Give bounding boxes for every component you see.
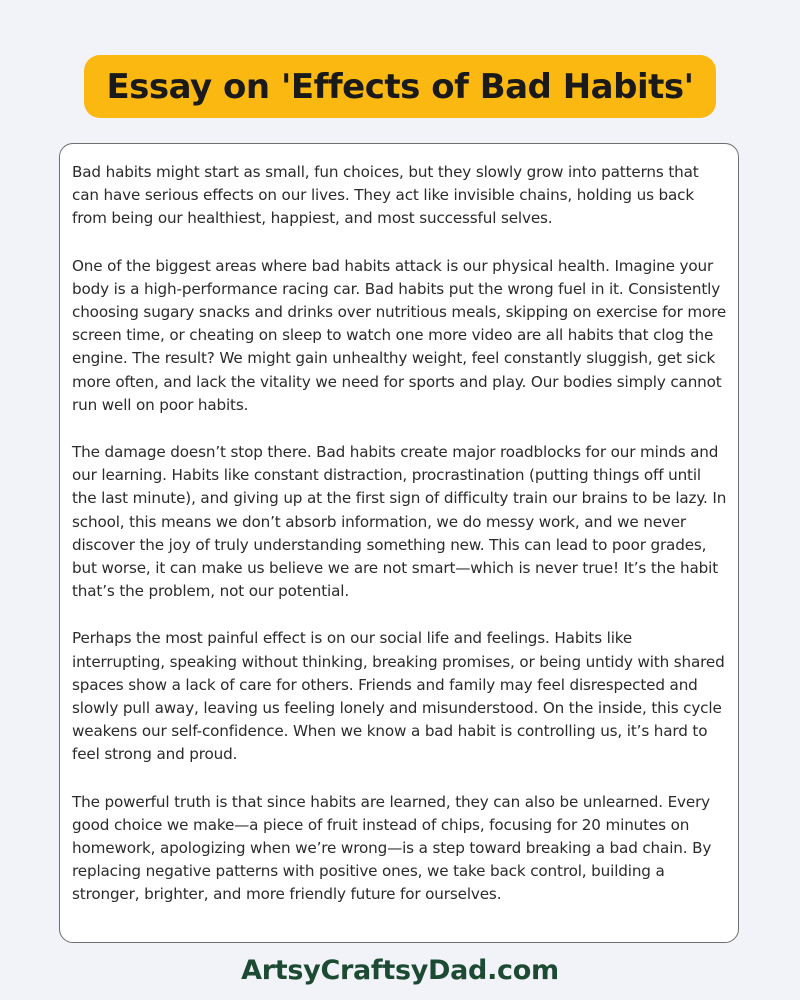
title-container bbox=[0, 55, 800, 118]
essay-paragraph-intro: Bad habits might start as small, fun choices, but they slowly grow into patterns that can have serious effects on our lives. They act like invisible chains, holding us back from being our healthiest, happiest, and most successful selves. bbox=[72, 163, 699, 228]
essay-paragraph-mind-learning: The damage doesn’t stop there. Bad habits create major roadblocks for our minds and our learning. Habits like constant distraction, procrastination (putting things off until the last minute), and giving up at the first sign of difficulty train our brains to be lazy. In school, this means we don’t absorb information, we do messy work, and we never discover the joy of truly understanding something new. This can lead to poor grades, but worse, it can make us believe we are not smart—which is never true! It’s the habit that’s the problem, not our potential. bbox=[72, 443, 727, 601]
essay-body-card bbox=[59, 143, 739, 943]
essay-paragraph-physical-health: One of the biggest areas where bad habits attack is our physical health. Imagine your body is a high-performance racing car. Bad habits put the wrong fuel in it. Consistently choosing sugary snacks and drinks over nutritious meals, skipping on exercise for more screen time, or cheating on sleep to watch one more video are all habits that clog the engine. The result? We might gain unhealthy weight, feel constantly sluggish, get sick more often, and lack the vitality we need for sports and play. Our bodies simply cannot run well on poor habits. bbox=[72, 256, 727, 414]
essay-paragraph-conclusion: The powerful truth is that since habits are learned, they can also be unlearned. Every good choice we make—a piece of fruit instead of chips, focusing for 20 minutes on homework, apologizing when we’re wrong—is a step toward breaking a bad chain. By replacing negative patterns with positive ones, we take back control, building a stronger, brighter, and more friendly future for ourselves. bbox=[72, 792, 712, 904]
essay-title: Essay on 'Effects of Bad Habits' bbox=[84, 55, 715, 118]
site-watermark: ArtsyCraftsyDad.com bbox=[241, 955, 559, 986]
essay-paragraph-social-life: Perhaps the most painful effect is on our social life and feelings. Habits like interrupting, speaking without thinking, breaking promises, or being untidy with shared spaces show a lack of care for others. Friends and family may feel disrespected and slowly pull away, leaving us feeling lonely and misunderstood. On the inside, this cycle weakens our self-confidence. When we know a bad habit is controlling us, it’s hard to feel strong and proud. bbox=[72, 629, 725, 764]
